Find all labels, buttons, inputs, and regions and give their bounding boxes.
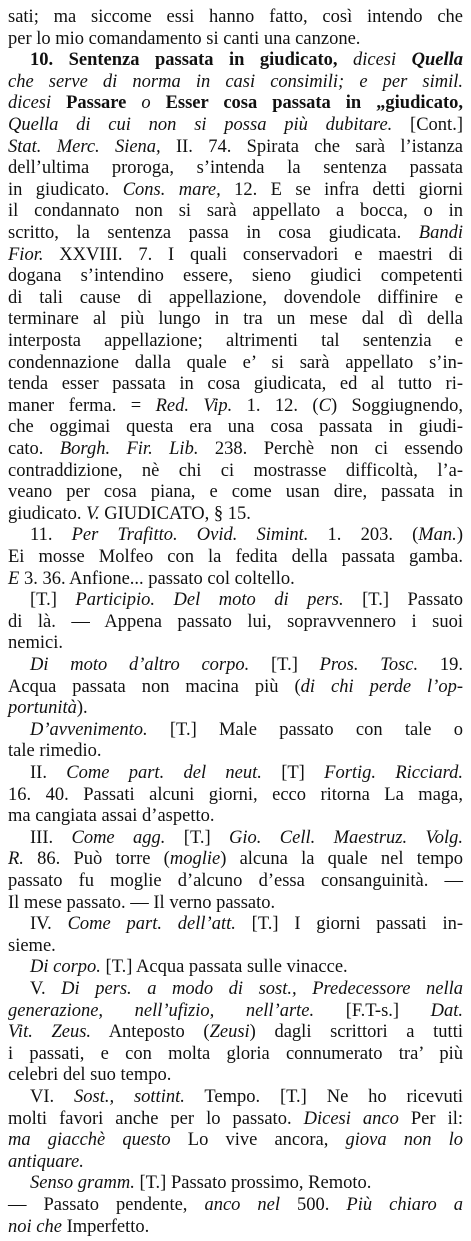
text-segment: Cons. mare, — [122, 179, 221, 200]
text-segment: [T.] Passato prossimo, Remoto. — [134, 1173, 372, 1194]
text-segment: tenda esser passata in cosa giudicata, ed al tutto ri- — [8, 374, 463, 395]
text-segment: Anteposto ( — [91, 1022, 210, 1043]
text-segment: [T.] Acqua passata sulle vinacce. — [100, 957, 348, 978]
text-segment: cato. — [8, 439, 60, 459]
text-segment: GIUDICATO, § 15. — [99, 503, 251, 524]
text-segment: condennazione dalla quale e’ si sarà appellato s’in- — [8, 352, 463, 373]
text-segment: [T.] — [165, 827, 230, 848]
text-segment: Ei mosse Molfeo con la fedita della passata gamba. — [8, 547, 463, 567]
text-segment: sieme. — [8, 935, 56, 956]
text-segment: 238. Perchè non ci essendo — [198, 439, 463, 459]
text-segment: di tali cause di appellazione, dovendole diffinire e — [8, 287, 463, 308]
text-segment: Fortig. Ricciard. — [324, 763, 464, 783]
text-segment: 86. Può torre ( — [23, 849, 170, 870]
text-segment: Esser cosa passata in „giudicato, — [165, 93, 463, 114]
text-segment: [T.] — [30, 590, 76, 611]
text-segment: VI. — [30, 1087, 75, 1107]
text-segment: [T.] — [249, 655, 320, 675]
text-segment: Passare — [66, 93, 127, 114]
text-segment: nemici. — [8, 633, 63, 654]
text-segment: E — [8, 568, 20, 589]
text-segment: II. 74. Spirata che sarà l’istanza — [160, 136, 464, 157]
text-segment: [T.] I giorni passati in- — [235, 914, 463, 935]
text-segment: Di corpo. — [30, 957, 101, 978]
text-segment: maner ferma. = — [8, 395, 156, 416]
text-segment: il condannato non si sarà appellato a bocca, o in — [8, 201, 463, 222]
text-segment: Imperfetto. — [61, 1216, 150, 1237]
text-segment: Per Trafitto. Ovid. Simint. — [71, 525, 309, 546]
text-segment: giudicato. — [8, 503, 87, 524]
text-segment: di là. — Appena passato lui, sopravvennero i suoi — [8, 611, 463, 632]
text-segment: 1. 203. ( — [308, 525, 419, 546]
text-segment: Come agg. — [71, 827, 166, 848]
text-segment: Zeusi — [209, 1022, 250, 1043]
text-segment: di chi perde l’op- — [300, 676, 464, 697]
text-segment: V. — [86, 503, 100, 524]
text-segment: Man. — [418, 525, 457, 546]
text-segment: [T.] Passato — [343, 590, 464, 611]
text-segment: 19. — [418, 655, 463, 675]
text-segment: V. — [30, 979, 62, 999]
text-segment: in giudicato. — [8, 179, 123, 200]
text-segment: — Passato pendente, — [8, 1195, 205, 1215]
text-segment: per lo mio comandamento si canti una canzone. — [8, 28, 361, 49]
text-segment: Quella di cui non si possa più dubitare. — [8, 115, 393, 135]
text-segment: tale rimedio. — [8, 741, 102, 762]
text-segment: 11. — [30, 525, 72, 546]
text-segment: XXVIII. 7. I quali conservadori e maestri di — [43, 244, 463, 265]
text-segment: dogana s’intendino essere, sieno giudici competenti — [8, 266, 463, 287]
text-segment: Di pers. a modo di sost., Predecessore nella — [61, 979, 464, 999]
text-segment: Vit. Zeus. — [8, 1022, 92, 1043]
text-segment: [T.] Male passato con tale o — [147, 719, 463, 740]
text-segment: terminare al più lungo in tra un mese dal dì della — [8, 309, 463, 330]
text-segment: noi che — [8, 1216, 62, 1237]
text-segment: Borgh. Fir. Lib. — [59, 439, 199, 459]
text-segment: passato fu moglie d’alcuno d’essa consanguinità. — — [8, 871, 463, 891]
text-segment: Il mese passato. — Il verno passato. — [8, 892, 276, 913]
text-segment: moglie — [169, 849, 221, 870]
text-segment: Stat. Merc. Siena, — [8, 136, 161, 157]
text-segment: 10. Sentenza passata in giudicato, — [30, 50, 338, 71]
text-segment: IV. — [30, 914, 68, 935]
text-segment: Tempo. [T.] Ne ho ricevuti — [184, 1087, 463, 1107]
text-segment: Come part. del neut. — [66, 763, 262, 783]
text-segment: Gio. Cell. Maestruz. Volg. — [229, 827, 463, 848]
text-segment: interposta appellazione; altrimenti tal sentenzia e — [8, 331, 463, 351]
text-segment: [Cont.] — [392, 115, 463, 135]
text-segment: 12. E se infra detti giorni — [220, 179, 463, 200]
text-segment: sati; ma siccome essi hanno fatto, così intendo che — [8, 7, 463, 27]
text-segment: D’avvenimento. — [30, 719, 148, 740]
text-segment: C — [318, 395, 331, 416]
text-segment: Acqua passata non macina più ( — [8, 676, 301, 697]
text-segment: molti favori anche per lo passato. — [8, 1108, 304, 1129]
text-segment: 1. 12. ( — [232, 395, 319, 416]
text-segment: Quella — [411, 50, 464, 71]
text-line — [8, 1214, 463, 1241]
text-segment: anco nel — [204, 1195, 281, 1215]
text-segment: Pros. Tosc. — [319, 655, 419, 675]
text-segment: ma cangiata assai d’aspetto. — [8, 806, 215, 827]
text-segment: Per il: — [398, 1108, 463, 1129]
text-segment: ). — [76, 698, 88, 719]
text-segment: veano per cosa piana, e come usan dire, passata in — [8, 482, 463, 503]
text-segment: ) — [456, 525, 463, 546]
text-segment: Come part. dell’att. — [67, 914, 236, 935]
text-segment: che serve di norma in casi consimili; e per simil. — [8, 71, 463, 92]
text-segment: Red. Vip. — [155, 395, 233, 416]
text-segment: [F.T-s.] — [314, 1000, 431, 1021]
text-segment: ) Soggiugnendo, — [330, 395, 463, 416]
text-segment: Fior. — [8, 244, 44, 265]
text-segment: III. — [30, 827, 72, 848]
text-segment: dicesi — [8, 93, 67, 114]
text-segment: Senso gramm. — [30, 1173, 135, 1194]
text-segment: ) alcuna la quale nel tempo — [220, 849, 463, 870]
text-segment: 16. 40. Passati alcuni giorni, ecco ritorna La maga, — [8, 784, 463, 805]
text-segment: giova non lo — [345, 1130, 464, 1151]
text-segment: scritto, la sentenza passa in cosa giudicata. — [8, 223, 419, 243]
text-segment: i passati, e con molta gloria connumerato tra’ più — [8, 1043, 463, 1064]
text-segment: dell’ultima proroga, s’intenda la sentenza passata — [8, 158, 463, 179]
text-segment: Sost., sottint. — [74, 1087, 185, 1107]
text-segment: 3. 36. Anfione... passato col coltello. — [19, 568, 295, 589]
text-segment: 500. — [280, 1195, 347, 1215]
text-segment: [T] — [261, 763, 325, 783]
text-segment: ) dagli scrittori a tutti — [249, 1022, 463, 1043]
text-segment: ma giacchè questo — [8, 1130, 171, 1151]
text-segment: antiquare. — [8, 1151, 84, 1172]
text-segment: contraddizione, nè chi ci mostrasse difficoltà, l’a- — [8, 460, 463, 481]
text-segment: dicesi — [337, 50, 412, 71]
text-segment: II. — [30, 763, 67, 783]
text-segment: Dicesi anco — [303, 1108, 399, 1129]
text-segment: R. — [8, 849, 24, 870]
text-segment: che oggimai questa era una cosa passata in giudi- — [8, 417, 463, 438]
text-segment: Bandi — [418, 223, 463, 243]
text-segment: Di moto d’altro corpo. — [30, 655, 250, 675]
text-segment: celebri del suo tempo. — [8, 1065, 172, 1086]
text-segment: Participio. Del moto di pers. — [75, 590, 344, 611]
text-segment: o — [126, 93, 166, 114]
text-segment: generazione, nell’ufizio, nell’arte. — [8, 1000, 315, 1021]
text-segment: Dat. — [430, 1000, 463, 1021]
text-segment: Lo vive ancora, — [170, 1130, 346, 1151]
text-segment: portunità — [8, 698, 77, 719]
text-segment: Più chiaro a — [346, 1195, 463, 1215]
